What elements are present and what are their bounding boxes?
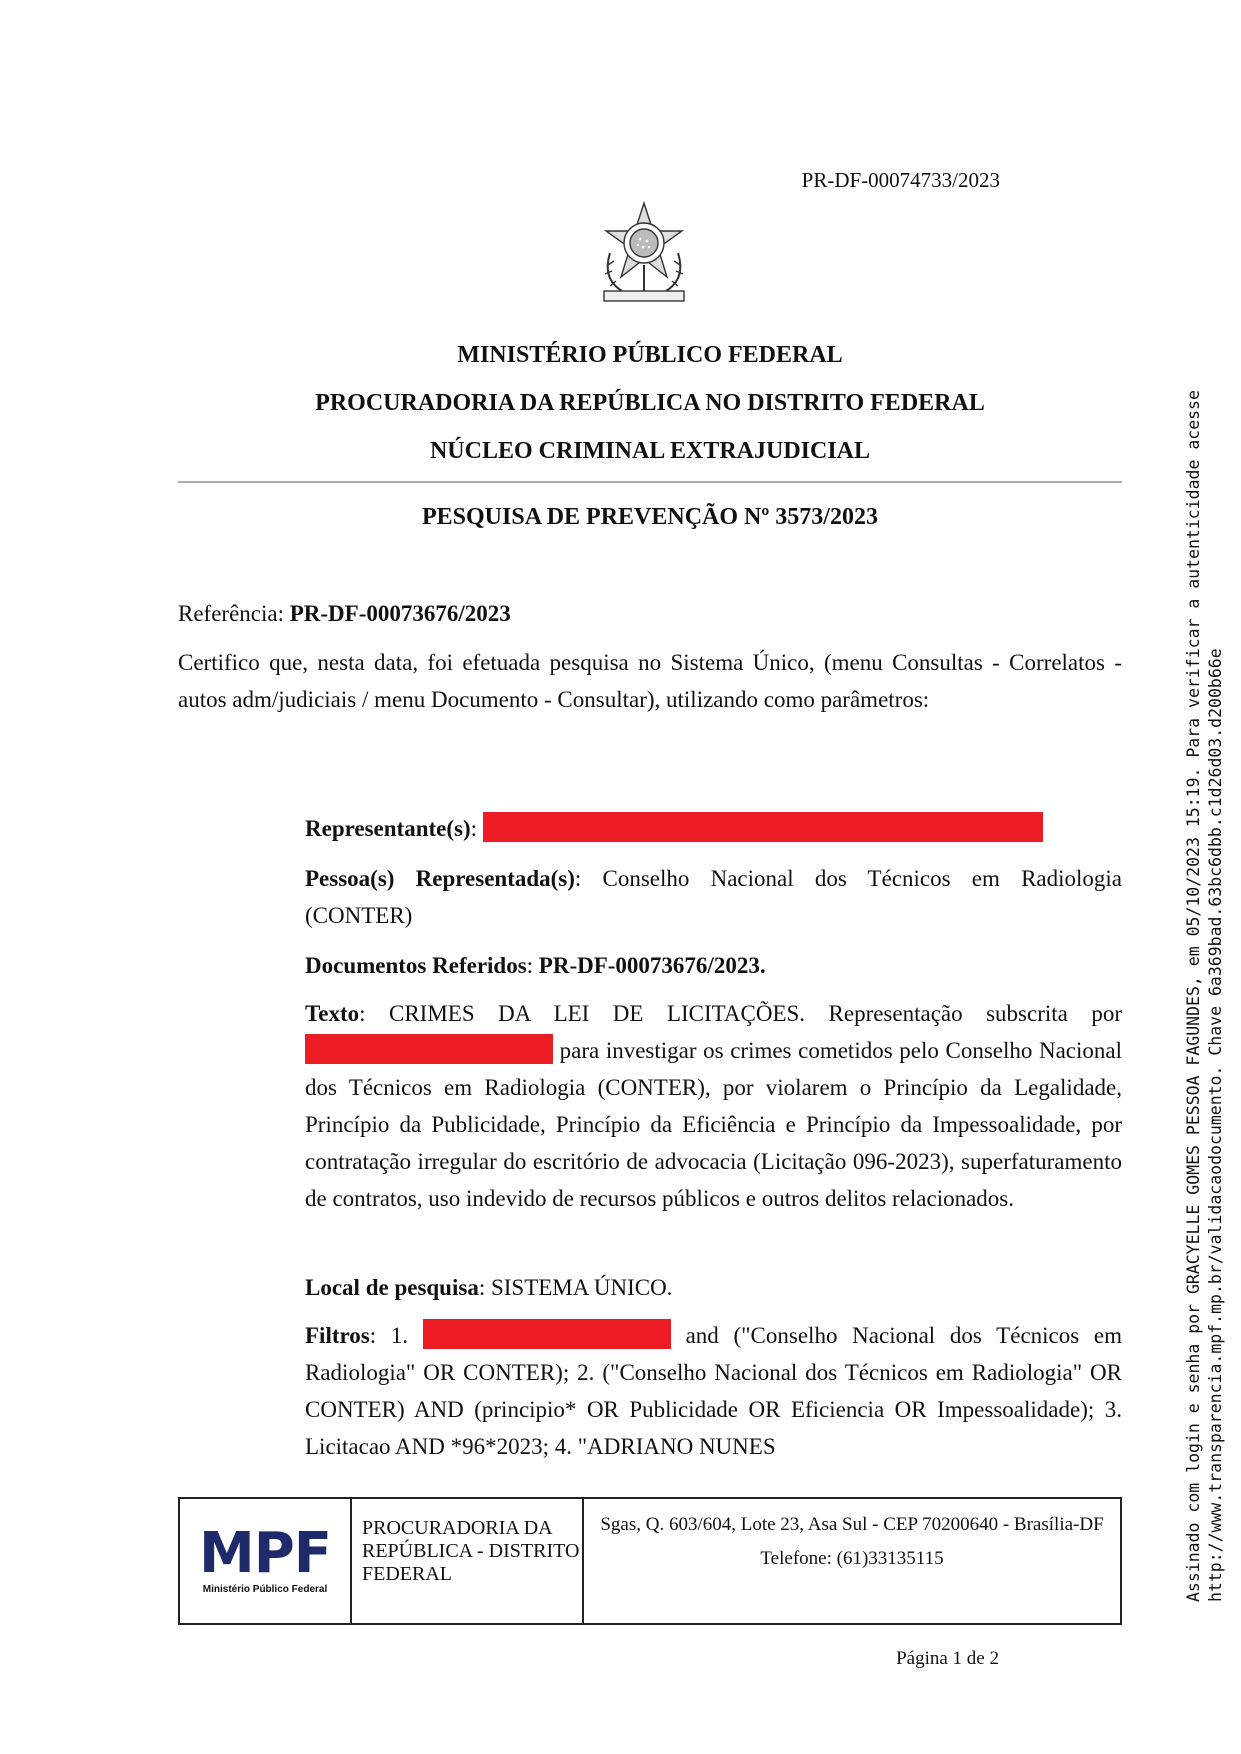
header-divider xyxy=(178,481,1122,483)
redaction-box xyxy=(423,1319,671,1349)
filtros-label: Filtros xyxy=(305,1323,370,1348)
footer-table xyxy=(178,1497,1122,1625)
filtros-paragraph: Filtros: 1. and ("Conselho Nacional dos Técnicos em Radiologia" OR CONTER); 2. ("Conselho Nacional dos Técnicos em Radiologia" OR CONTER) AND (principio* OR Publicidade OR Eficiencia OR Impessoalidade); 3. Licitacao AND *96*2023; 4. "ADRIANO NUNES xyxy=(305,1317,1122,1465)
filtros-part2: and ("Conselho Nacional dos Técnicos em Radiologia" OR CONTER); 2. ("Conselho Nacional dos Técnicos em Radiologia" OR CONTER) AND (principio* OR Publicidade OR Eficiencia OR Impessoalidade); 3. Licitacao AND *96*2023; 4. "ADRIANO NUNES xyxy=(305,1323,1123,1459)
representada-paragraph: Pessoa(s) Representada(s): Conselho Nacional dos Técnicos em Radiologia (CONTER) xyxy=(305,866,1123,928)
header-ministerio: MINISTÉRIO PÚBLICO FEDERAL xyxy=(457,342,843,368)
local-value: SISTEMA ÚNICO. xyxy=(490,1275,673,1300)
documentos-value: PR-DF-00073676/2023. xyxy=(538,953,766,978)
texto-part1: CRIMES DA LEI DE LICITAÇÕES. Representação subscrita por xyxy=(389,1001,1123,1026)
texto-part2: para investigar os crimes cometidos pelo Conselho Nacional dos Técnicos em Radiologia (CONTER), por violarem o Princípio da Legalidade, Princípio da Publicidade, Princípio da Eficiência e Princípio da Impessoalidade, por contratação irregular do escritório de advocacia (Licitação 096-2023), superfaturamento de contratos, uso indevido de recursos públicos e outros delitos relacionados. xyxy=(305,1038,1123,1211)
texto-paragraph: Texto: CRIMES DA LEI DE LICITAÇÕES. Representação subscrita por para investigar os crimes cometidos pelo Conselho Nacional dos Técnicos em Radiologia (CONTER), por violarem o Princípio da Legalidade, Princípio da Publicidade, Princípio da Eficiência e Princípio da Impessoalidade, por contratação irregular do escritório de advocacia (Licitação 096-2023), superfaturamento de contratos, uso indevido de recursos públicos e outros delitos relacionados. xyxy=(305,1001,1123,1211)
documentos-label: Documentos Referidos xyxy=(305,953,527,978)
representantes-line: Representante(s): xyxy=(305,810,1122,847)
protocol-number: PR-DF-00074733/2023 xyxy=(801,168,1000,192)
representada-label: Pessoa(s) Representada(s) xyxy=(305,866,575,891)
local-line: Local de pesquisa: SISTEMA ÚNICO. xyxy=(305,1275,673,1300)
filtros-part1: 1. xyxy=(390,1323,409,1348)
mpf-logo-letters: MPF xyxy=(198,1520,332,1586)
mpf-logo-subtitle: Ministério Público Federal xyxy=(202,1583,328,1595)
local-label: Local de pesquisa xyxy=(305,1275,479,1300)
header-procuradoria: PROCURADORIA DA REPÚBLICA NO DISTRITO FEDERAL xyxy=(315,390,985,416)
mpf-logo xyxy=(180,1499,352,1623)
reference-line xyxy=(178,595,1122,632)
reference-label: Referência: xyxy=(178,601,284,626)
texto-label: Texto xyxy=(305,1001,360,1026)
document-title: PESQUISA DE PREVENÇÃO Nº 3573/2023 xyxy=(422,504,878,530)
signature-note xyxy=(1183,362,1241,1602)
signature-line-1: Assinado com login e senha por GRACYELLE GOMES PESSOA FAGUNDES, em 05/10/2023 15:19. Para verificar a autenticidade acesse xyxy=(1184,390,1203,1602)
signature-line-2: http://www.transparencia.mpf.mp.br/validacaodocumento. Chave 6a369bad.63bc6dbb.c1d26d03.d200b66e xyxy=(1206,648,1225,1602)
footer-phone: Telefone: (61)33135115 xyxy=(760,1548,944,1569)
redaction-box xyxy=(483,812,1043,842)
documentos-line: Documentos Referidos: PR-DF-00073676/2023. xyxy=(305,953,766,978)
footer-address: Sgas, Q. 603/604, Lote 23, Asa Sul - CEP 70200640 - Brasília-DF xyxy=(600,1514,1104,1535)
header-nucleo: NÚCLEO CRIMINAL EXTRAJUDICIAL xyxy=(429,438,871,464)
footer-contact xyxy=(584,1499,1120,1623)
representantes-label: Representante(s) xyxy=(305,816,471,841)
redaction-box xyxy=(305,1034,553,1064)
page-number: Página 1 de 2 xyxy=(896,1648,999,1669)
footer-office: PROCURADORIA DA REPÚBLICA - DISTRITO FEDERAL xyxy=(352,1499,584,1623)
certificate-paragraph: Certifico que, nesta data, foi efetuada pesquisa no Sistema Único, (menu Consultas - Correlatos - autos adm/judiciais / menu Documento - Consultar), utilizando como parâmetros: xyxy=(178,650,1122,712)
coat-of-arms-icon xyxy=(596,201,692,307)
representada-value: Conselho Nacional dos Técnicos em Radiologia (CONTER) xyxy=(305,866,1123,928)
reference-value: PR-DF-00073676/2023 xyxy=(289,601,511,626)
